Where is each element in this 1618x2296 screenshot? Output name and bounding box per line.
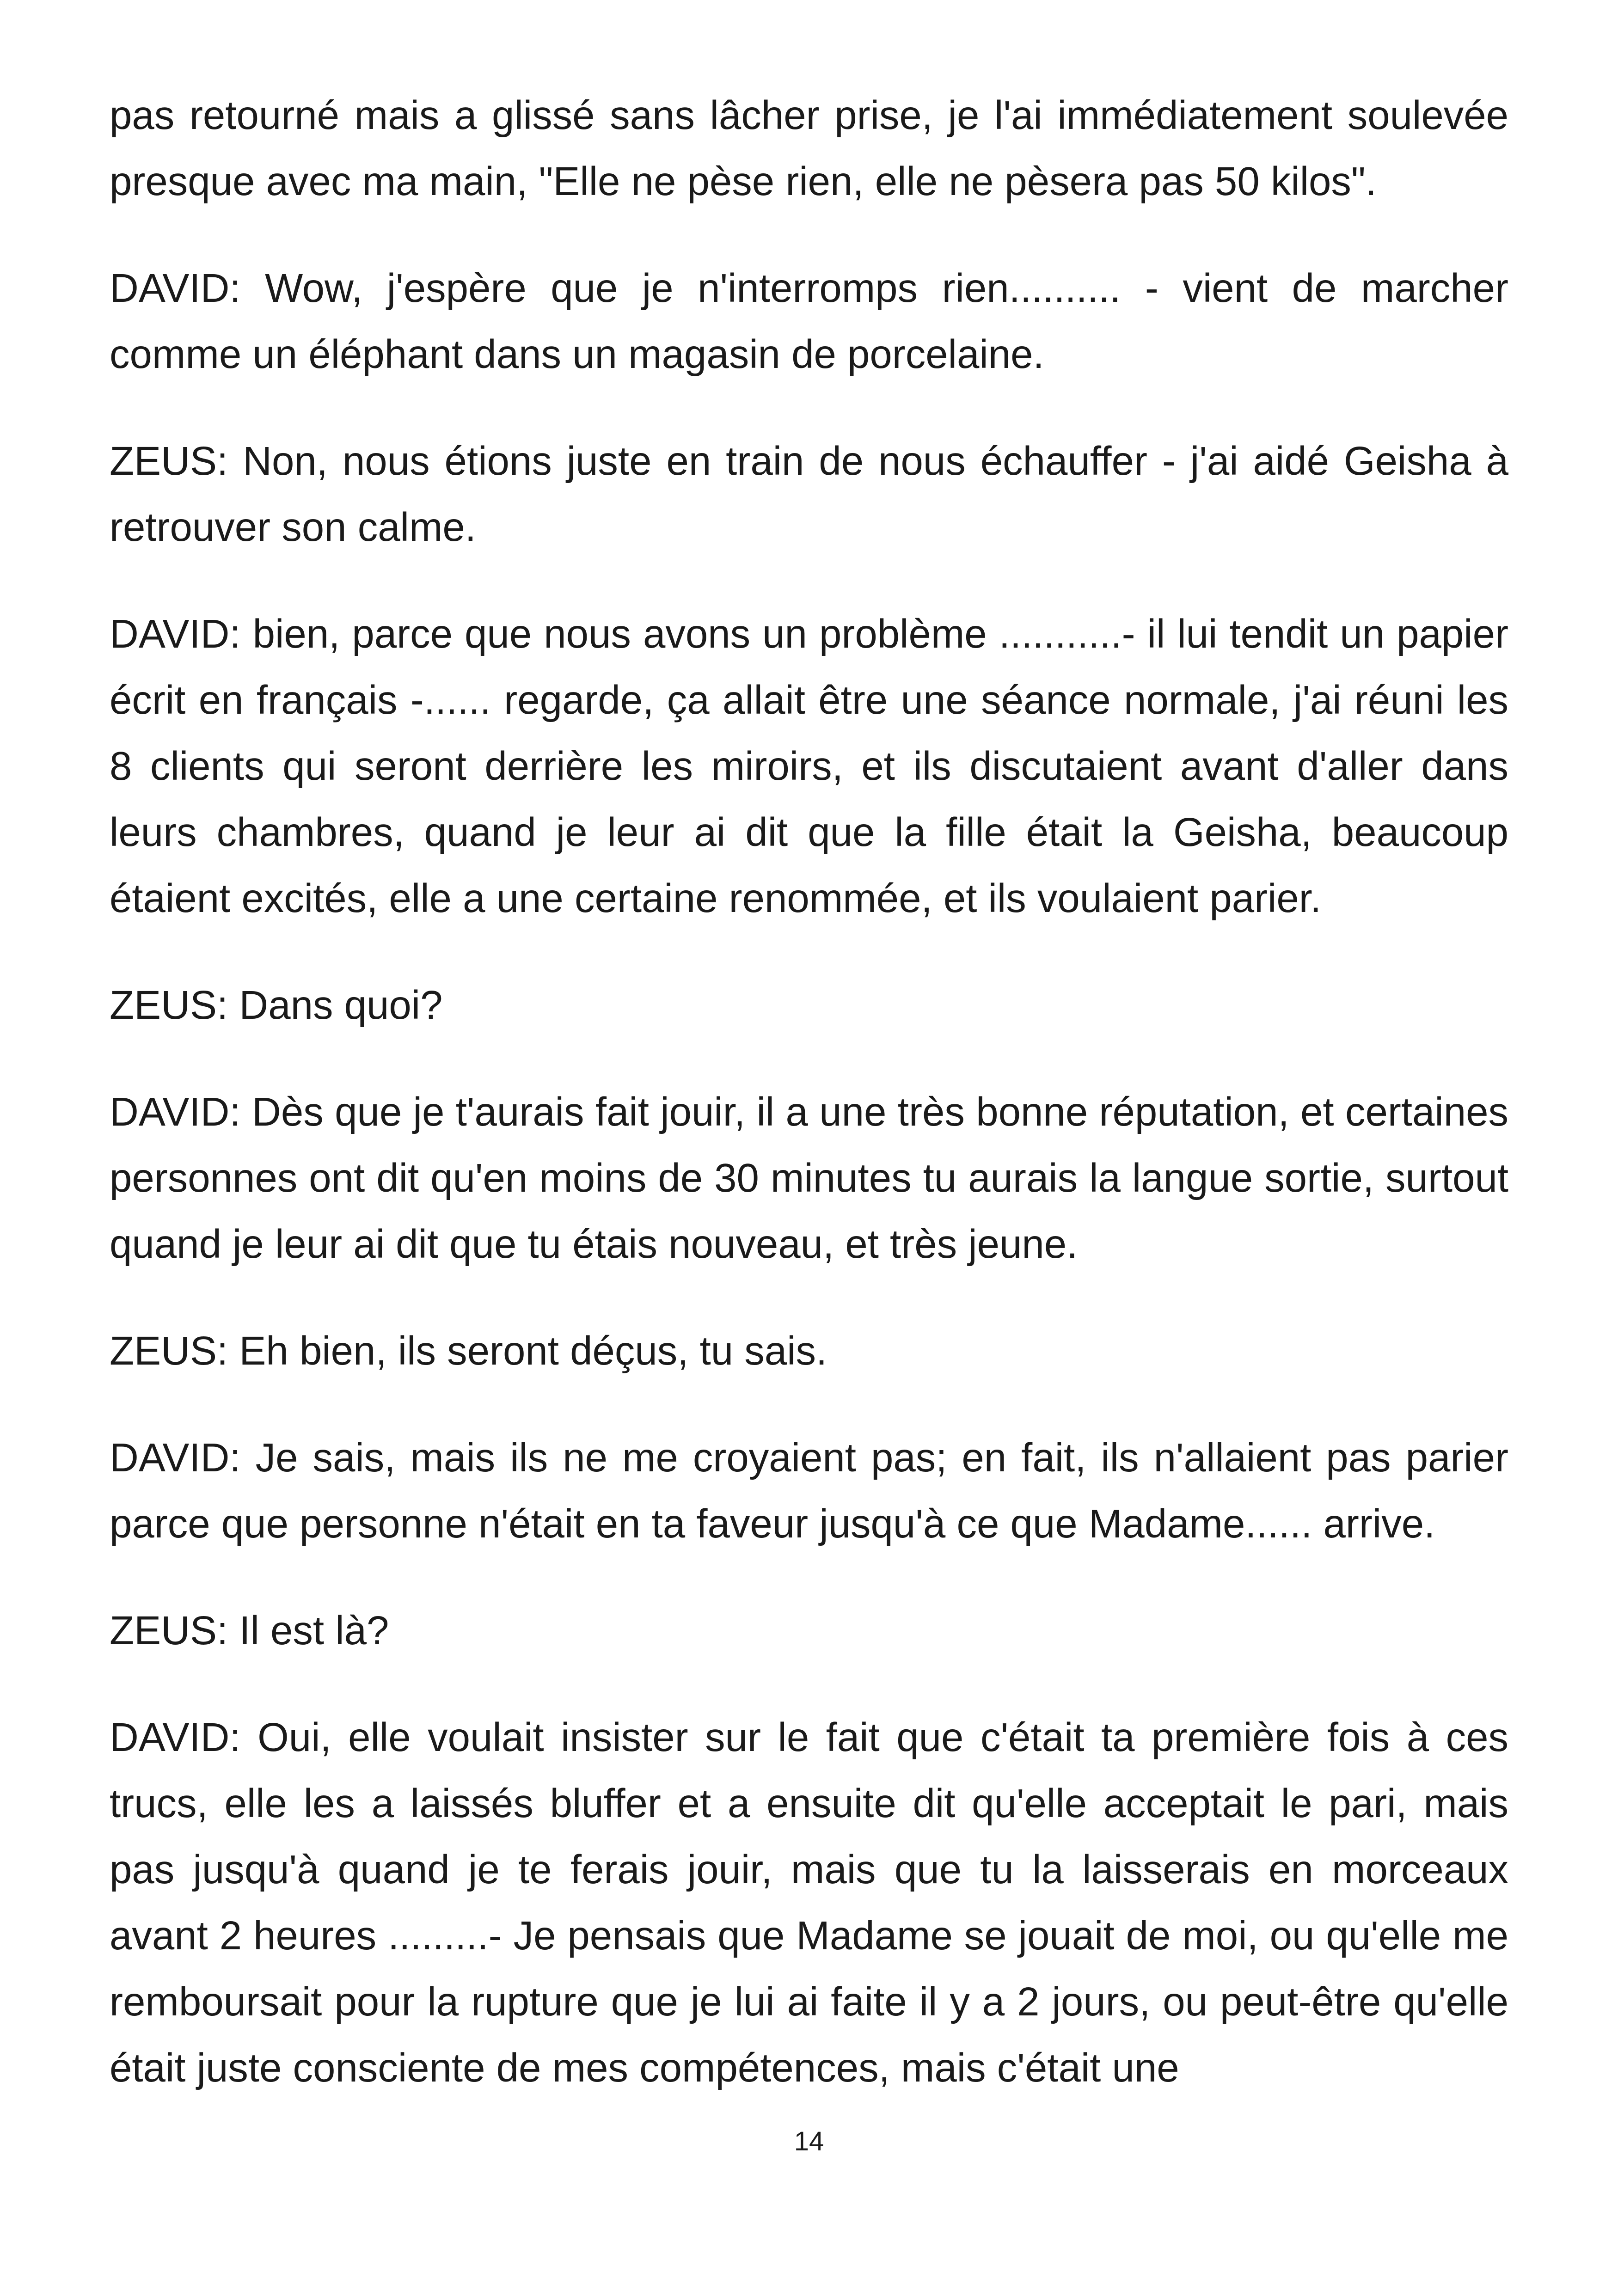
paragraph: ZEUS: Dans quoi? (110, 983, 443, 1028)
paragraph: DAVID: bien, parce que nous avons un problème ...........- il lui tendit un papier écrit en français -...... regarde, ça allait être une séance normale, j'ai réuni les 8 clients qui seront derrière les miroirs, et ils discutaient avant d'aller dans leurs chambres, quand je leur ai dit que la fille était la Geisha, beaucoup étaient excités, elle a une certaine renommée, et ils voulaient parier. (110, 612, 1508, 921)
paragraph: DAVID: Wow, j'espère que je n'interromps rien.......... - vient de marcher comme un éléphant dans un magasin de porcelaine. (110, 266, 1508, 377)
paragraph: ZEUS: Il est là? (110, 1608, 389, 1653)
paragraph: pas retourné mais a glissé sans lâcher prise, je l'ai immédiatement soulevée presque avec ma main, "Elle ne pèse rien, elle ne pèsera pas 50 kilos". (110, 93, 1508, 204)
paragraph: DAVID: Je sais, mais ils ne me croyaient pas; en fait, ils n'allaient pas parier parce que personne n'était en ta faveur jusqu'à ce que Madame...... arrive. (110, 1435, 1508, 1546)
paragraph: ZEUS: Eh bien, ils seront déçus, tu sais. (110, 1329, 827, 1373)
paragraph: DAVID: Dès que je t'aurais fait jouir, il a une très bonne réputation, et certaines personnes ont dit qu'en moins de 30 minutes tu aurais la langue sortie, surtout quand je leur ai dit que tu étais nouveau, et très jeune. (110, 1090, 1508, 1267)
page-number: 14 (794, 2126, 824, 2156)
body-text (110, 82, 1508, 2101)
paragraph: DAVID: Oui, elle voulait insister sur le fait que c'était ta première fois à ces trucs, elle les a laissés bluffer et a ensuite dit qu'elle acceptait le pari, mais pas jusqu'à quand je te ferais jouir, mais que tu la laisserais en morceaux avant 2 heures .........- Je pensais que Madame se jouait de moi, ou qu'elle me remboursait pour la rupture que je lui ai faite il y a 2 jours, ou peut-être qu'elle était juste consciente de mes compétences, mais c'était une (110, 1715, 1508, 2090)
paragraph: ZEUS: Non, nous étions juste en train de nous échauffer - j'ai aidé Geisha à retrouver son calme. (110, 439, 1508, 550)
